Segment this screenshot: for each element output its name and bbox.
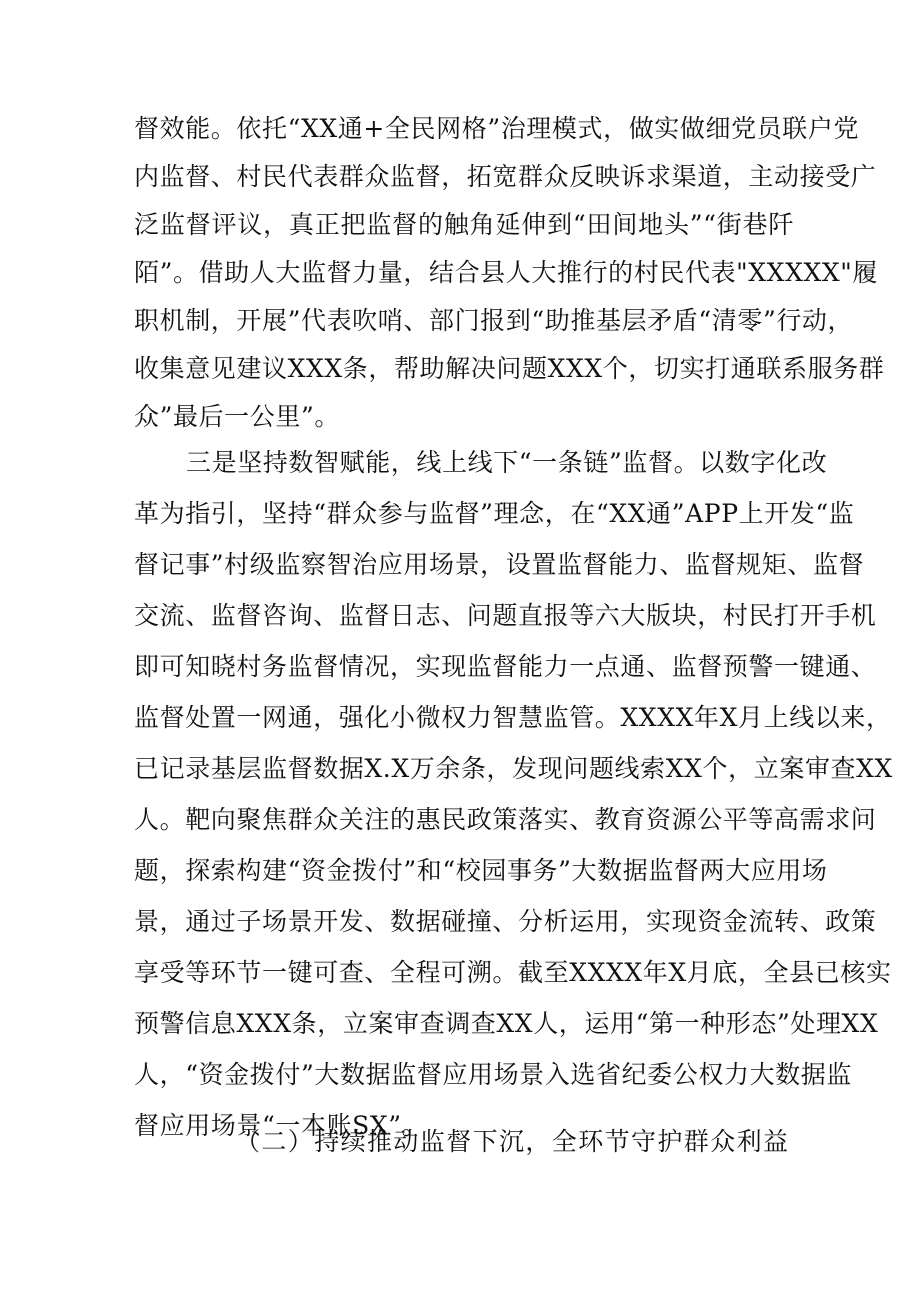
paragraph-line: 收集意见建议XXX条，帮助解决问题XXX个，切实打通联系服务群 <box>134 354 885 383</box>
paragraph-line: 人。靶向聚焦群众关注的惠民政策落实、教育资源公平等高需求问 <box>134 805 877 834</box>
paragraph-line: 已记录基层监督数据X.X万余条，发现问题线索XX个，立案审查XX <box>134 754 893 783</box>
paragraph-line: 交流、监督咨询、监督日志、问题直报等六大版块，村民打开手机 <box>134 601 877 630</box>
paragraph-line: 督效能。依托“XX通+全民网格”治理模式，做实做细党员联户党 <box>134 114 860 143</box>
paragraph-line: 即可知晓村务监督情况，实现监督能力一点通、监督预警一键通、 <box>134 652 877 681</box>
paragraph-line: 众”最后一公里”。 <box>134 402 340 431</box>
paragraph-line: 职机制，开展”代表吹哨、部门报到“助推基层矛盾“清零”行动， <box>134 306 854 335</box>
paragraph-line: 题，探索构建“资金拨付”和“校园事务”大数据监督两大应用场 <box>134 856 828 885</box>
paragraph-line: 监督处置一网通，强化小微权力智慧监管。XXXX年X月上线以来， <box>134 703 892 732</box>
paragraph-line: 内监督、村民代表群众监督，拓宽群众反映诉求渠道，主动接受广 <box>134 162 877 191</box>
paragraph-line: 督应用场景“一本账SX”。 <box>134 1111 428 1140</box>
paragraph-line: 督记事”村级监察智治应用场景，设置监督能力、监督规矩、监督 <box>134 550 865 579</box>
paragraph-line: 陌”。借助人大监督力量，结合县人大推行的村民代表"XXXXX"履 <box>134 258 878 287</box>
paragraph-line: 享受等环节一键可查、全程可溯。截至XXXX年X月底，全县已核实 <box>134 958 892 987</box>
section-heading: （二）持续推动监督下沉，全环节守护群众利益 <box>235 1127 790 1156</box>
paragraph-line: 景，通过子场景开发、数据碰撞、分析运用，实现资金流转、政策 <box>134 907 877 936</box>
paragraph-line: 泛监督评议，真正把监督的触角延伸到“田间地头”“街巷阡 <box>134 210 794 239</box>
paragraph-line: 三是坚持数智赋能，线上线下“一条链”监督。以数字化改 <box>186 448 828 477</box>
paragraph-line: 预警信息XXX条，立案审查调查XX人，运用“第一种形态”处理XX <box>134 1009 879 1038</box>
paragraph-line: 人，“资金拨付”大数据监督应用场景入选省纪委公权力大数据监 <box>134 1060 852 1089</box>
paragraph-line: 革为指引，坚持“群众参与监督”理念，在“XX通”APP上开发“监 <box>134 499 855 528</box>
